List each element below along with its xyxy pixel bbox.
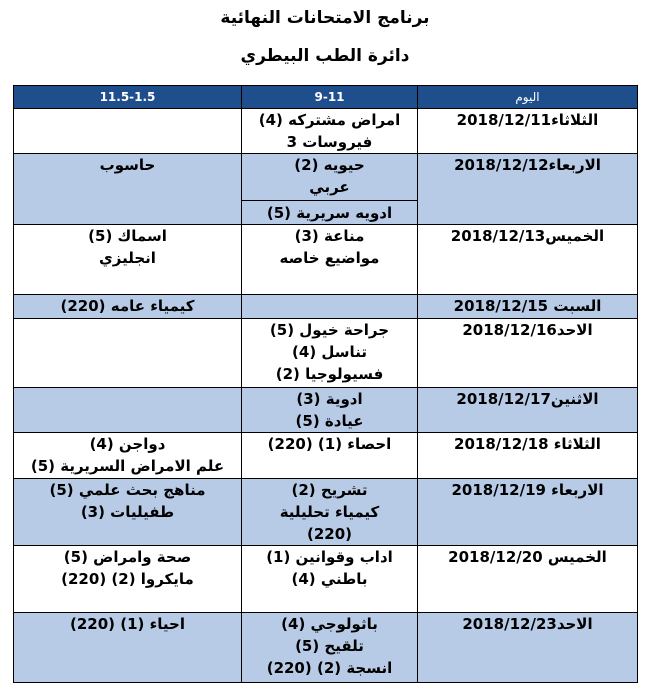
exam-entry: (220) xyxy=(306,525,353,543)
exam-entry: حاسوب xyxy=(99,156,156,174)
day-cell: الخميس2018/12/13 xyxy=(418,225,638,295)
exam-entry: عربي xyxy=(309,178,350,196)
exam-entry: كيمياء تحليلية xyxy=(279,503,380,521)
exam-entry: حيويه (2) xyxy=(294,156,365,174)
header-morning: 9-11 xyxy=(242,86,418,109)
exam-entry: انجليزي xyxy=(99,249,156,267)
afternoon-cell xyxy=(14,546,242,613)
exam-entry: مواضيع خاصه xyxy=(279,249,380,267)
exam-entry: احياء (1) (220) xyxy=(69,615,185,633)
day-cell: الاربعاء 2018/12/19 xyxy=(418,479,638,546)
exam-entry: اسماك (5) xyxy=(88,227,167,245)
header-day: اليوم xyxy=(418,86,638,109)
table-row xyxy=(14,295,638,319)
table-row xyxy=(14,319,638,388)
exam-entry: تناسل (4) xyxy=(292,343,367,361)
day-cell: الاحد2018/12/23 xyxy=(418,613,638,683)
afternoon-cell xyxy=(14,433,242,479)
table-row xyxy=(14,109,638,154)
exam-entry: باطني (4) xyxy=(291,570,368,588)
day-cell: الاربعاء2018/12/12 xyxy=(418,154,638,225)
afternoon-cell xyxy=(14,613,242,683)
morning-cell xyxy=(242,225,418,295)
table-header-row xyxy=(14,86,638,109)
exam-entry: فسيولوجيا (2) xyxy=(275,365,384,383)
exam-entry: دواجن (4) xyxy=(89,435,166,453)
table-row xyxy=(14,154,638,225)
exam-entry: تلقيح (5) xyxy=(295,637,364,655)
exam-entry: باثولوجي (4) xyxy=(281,615,378,633)
exam-entry: انسجة (2) (220) xyxy=(266,659,393,677)
exam-entry: مناهج بحث علمي (5) xyxy=(49,481,206,499)
day-cell: الثلاثاء 2018/12/18 xyxy=(418,433,638,479)
afternoon-cell xyxy=(14,109,242,154)
exam-entry: مايكروا (2) (220) xyxy=(61,570,194,588)
day-cell: الاحد2018/12/16 xyxy=(418,319,638,388)
afternoon-cell xyxy=(14,225,242,295)
exam-entry: علم الامراض السريرية (5) xyxy=(30,457,225,475)
morning-cell xyxy=(242,546,418,613)
afternoon-cell xyxy=(14,319,242,388)
day-cell: الاثنين2018/12/17 xyxy=(418,388,638,433)
afternoon-cell xyxy=(14,154,242,225)
exam-entry: ادويه سريرية (5) xyxy=(242,200,417,224)
afternoon-cell xyxy=(14,479,242,546)
exam-entry: امراض مشتركه (4) xyxy=(258,111,401,129)
morning-cell xyxy=(242,388,418,433)
exam-entry: مناعة (3) xyxy=(294,227,365,245)
morning-cell xyxy=(242,295,418,319)
table-row xyxy=(14,546,638,613)
afternoon-cell xyxy=(14,388,242,433)
morning-cell xyxy=(242,433,418,479)
page-title: برنامج الامتحانات النهائية xyxy=(220,8,430,28)
morning-cell xyxy=(242,154,418,225)
table-row xyxy=(14,388,638,433)
exam-entry: ادوية (3) xyxy=(296,390,363,408)
afternoon-cell xyxy=(14,295,242,319)
exam-entry: احصاء (1) (220) xyxy=(267,435,392,453)
exam-entry: كيمياء عامه (220) xyxy=(60,297,195,315)
table-row xyxy=(14,613,638,683)
table-row xyxy=(14,479,638,546)
exam-entry: صحة وامراض (5) xyxy=(63,548,192,566)
exam-entry: عيادة (5) xyxy=(295,412,364,430)
morning-cell xyxy=(242,479,418,546)
day-cell: الثلاثاء2018/12/11 xyxy=(418,109,638,154)
header-afternoon: 11.5-1.5 xyxy=(14,86,242,109)
day-cell: الخميس 2018/12/20 xyxy=(418,546,638,613)
day-cell: السبت 2018/12/15 xyxy=(418,295,638,319)
exam-entry: اداب وقوانين (1) xyxy=(266,548,393,566)
table-row xyxy=(14,433,638,479)
morning-cell xyxy=(242,319,418,388)
table-row xyxy=(14,225,638,295)
exam-schedule-table xyxy=(13,85,638,683)
page-subtitle: دائرة الطب البيطري xyxy=(240,46,410,66)
exam-entry: فيروسات 3 xyxy=(286,133,373,151)
exam-entry: تشريح (2) xyxy=(291,481,368,499)
exam-entry: جراحة خيول (5) xyxy=(269,321,390,339)
exam-entry: طفيليات (3) xyxy=(80,503,175,521)
morning-cell xyxy=(242,109,418,154)
morning-cell xyxy=(242,613,418,683)
